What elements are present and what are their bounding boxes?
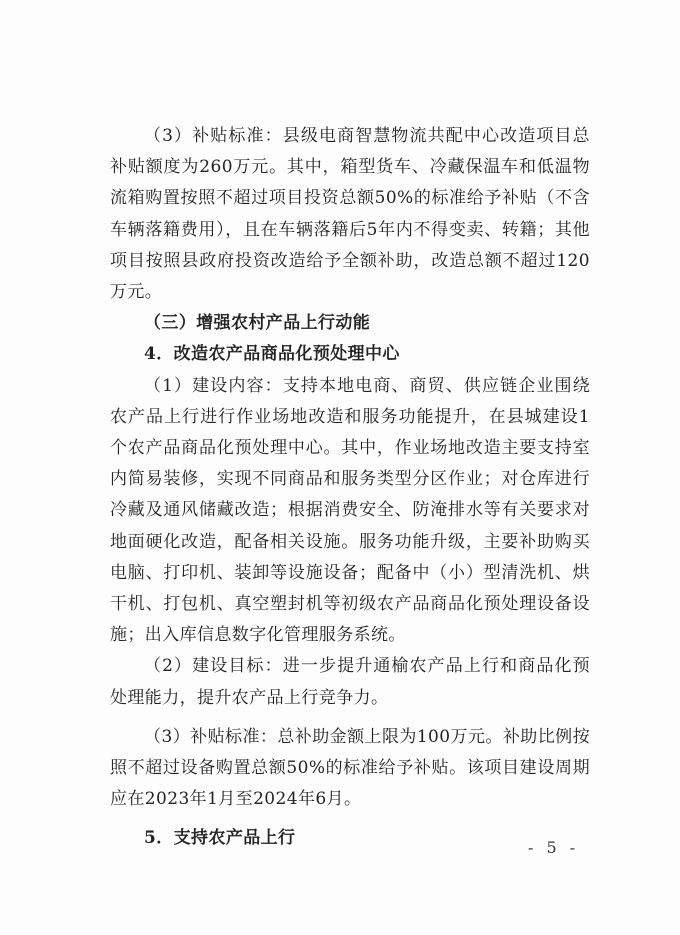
page-number: - 5 - xyxy=(528,838,580,857)
page-body xyxy=(110,121,590,855)
subsidy-standard-paragraph: （3）补贴标准：县级电商智慧物流共配中心改造项目总补贴额度为260万元。其中，箱型货车、冷藏保温车和低温物流箱购置按照不超过项目投资总额50%的标准给予补贴（不含车辆落籍费用），且在车辆落籍后5年内不得变卖、转籍；其他项目按照县政府投资改造给予全额补助，改造总额不超过120万元。 xyxy=(110,126,590,303)
construction-goal-paragraph: （2）建设目标：进一步提升通榆农产品上行和商品化预处理能力，提升农产品上行竞争力。 xyxy=(110,656,590,708)
section-heading-rural-products: （三）增强农村产品上行动能 xyxy=(144,313,371,334)
construction-content-paragraph: （1）建设内容：支持本地电商、商贸、供应链企业围绕农产品上行进行作业场地改造和服务功能提升，在县城建设1个农产品商品化预处理中心。其中，作业场地改造主要支持室内简易装修，实现不同商品和服务类型分区作业；对仓库进行冷藏及通风储藏改造；根据消费安全、防淹排水等有关要求对地面硬化改造，配备相关设施。服务功能升级，主要补助购买电脑、打印机、装卸等设施设备；配备中（小）型清洗机、烘干机、打包机、真空塑封机等初级农产品商品化预处理设备设施；出入库信息数字化管理服务系统。 xyxy=(110,375,590,646)
item-heading-support-products: 5．支持农产品上行 xyxy=(144,828,296,849)
subsidy-limit-paragraph: （3）补贴标准：总补助金额上限为100万元。补助比例按照不超过设备购置总额50%的标准给予补贴。该项目建设周期应在2023年1月至2024年6月。 xyxy=(110,726,590,810)
item-heading-processing-center: 4．改造农产品商品化预处理中心 xyxy=(144,344,400,365)
